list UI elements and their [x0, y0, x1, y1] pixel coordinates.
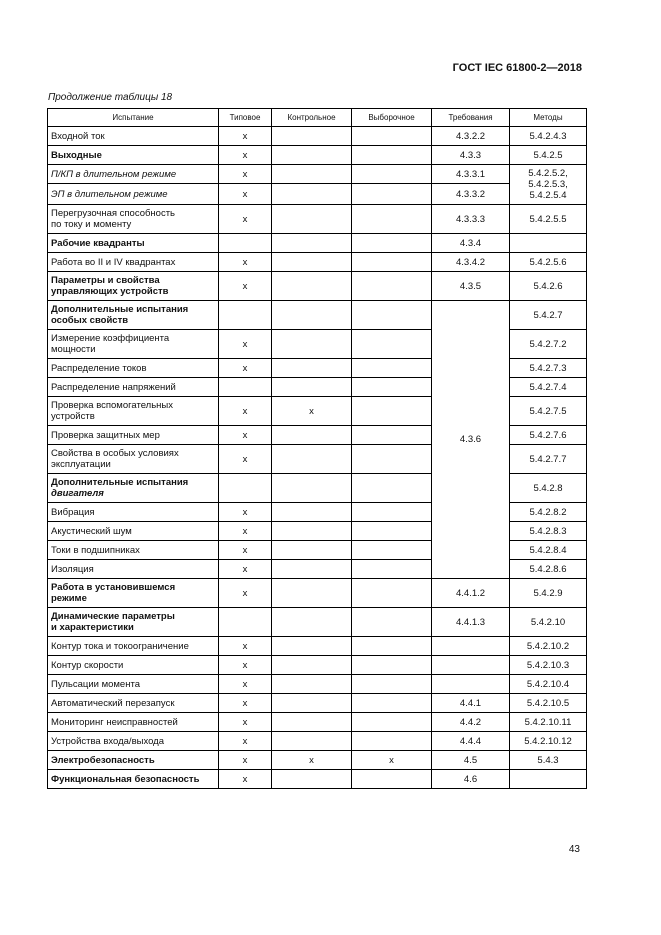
control-mark — [272, 474, 352, 503]
test-name: Работа во II и IV квадрантах — [48, 253, 219, 272]
method-ref: 5.4.2.8.2 — [510, 503, 587, 522]
method-ref: 5.4.3 — [510, 751, 587, 770]
method-ref: 5.4.2.4.3 — [510, 127, 587, 146]
type-mark: x — [219, 770, 272, 789]
type-mark: x — [219, 184, 272, 205]
type-mark: x — [219, 503, 272, 522]
type-mark: x — [219, 522, 272, 541]
test-name: Выходные — [48, 146, 219, 165]
test-name: Изоляция — [48, 560, 219, 579]
test-name: Рабочие квадранты — [48, 234, 219, 253]
control-mark — [272, 301, 352, 330]
sample-mark — [352, 522, 432, 541]
type-mark: x — [219, 732, 272, 751]
control-mark — [272, 560, 352, 579]
sample-mark — [352, 694, 432, 713]
test-name: ЭП в длительном режиме — [48, 184, 219, 205]
type-mark: x — [219, 637, 272, 656]
sample-mark — [352, 637, 432, 656]
type-mark: x — [219, 127, 272, 146]
sample-mark — [352, 713, 432, 732]
method-ref — [510, 234, 587, 253]
col-header-test: Испытание — [48, 109, 219, 127]
type-mark: x — [219, 330, 272, 359]
type-mark — [219, 608, 272, 637]
requirement-ref: 4.3.6 — [432, 301, 510, 579]
type-mark: x — [219, 165, 272, 184]
table-header-row — [48, 109, 587, 127]
control-mark — [272, 656, 352, 675]
test-name: Распределение напряжений — [48, 378, 219, 397]
control-mark — [272, 732, 352, 751]
test-name: П/КП в длительном режиме — [48, 165, 219, 184]
sample-mark: x — [352, 751, 432, 770]
type-mark — [219, 378, 272, 397]
control-mark — [272, 694, 352, 713]
type-mark — [219, 301, 272, 330]
type-mark: x — [219, 713, 272, 732]
test-name: Входной ток — [48, 127, 219, 146]
test-name-line1: Дополнительные испытания — [51, 477, 189, 488]
control-mark — [272, 127, 352, 146]
method-ref: 5.4.2.10.5 — [510, 694, 587, 713]
sample-mark — [352, 445, 432, 474]
sample-mark — [352, 770, 432, 789]
type-mark: x — [219, 541, 272, 560]
control-mark — [272, 205, 352, 234]
requirement-ref: 4.6 — [432, 770, 510, 789]
method-ref: 5.4.2.10.2 — [510, 637, 587, 656]
sample-mark — [352, 397, 432, 426]
control-mark — [272, 608, 352, 637]
type-mark: x — [219, 253, 272, 272]
type-mark: x — [219, 397, 272, 426]
method-ref: 5.4.2.10.12 — [510, 732, 587, 751]
test-name: Контур тока и токоограничение — [48, 637, 219, 656]
control-mark — [272, 330, 352, 359]
sample-mark — [352, 579, 432, 608]
test-name: Распределение токов — [48, 359, 219, 378]
test-name: Перегрузочная способность по току и моменту — [48, 205, 219, 234]
method-ref: 5.4.2.7.3 — [510, 359, 587, 378]
method-ref: 5.4.2.7.6 — [510, 426, 587, 445]
test-name: Мониторинг неисправностей — [48, 713, 219, 732]
test-name: Функциональная безопасность — [48, 770, 219, 789]
test-name: Акустический шум — [48, 522, 219, 541]
test-name: Проверка защитных мер — [48, 426, 219, 445]
requirement-ref — [432, 637, 510, 656]
control-mark — [272, 426, 352, 445]
test-name: Свойства в особых условиях эксплуатации — [48, 445, 219, 474]
table-row — [48, 675, 587, 694]
sample-mark — [352, 503, 432, 522]
method-ref: 5.4.2.7.4 — [510, 378, 587, 397]
col-header-methods: Методы — [510, 109, 587, 127]
control-mark — [272, 637, 352, 656]
type-mark: x — [219, 694, 272, 713]
method-ref: 5.4.2.8.6 — [510, 560, 587, 579]
type-mark: x — [219, 205, 272, 234]
control-mark — [272, 165, 352, 184]
type-mark: x — [219, 560, 272, 579]
test-name-line2: двигателя — [51, 488, 104, 499]
method-ref: 5.4.2.7 — [510, 301, 587, 330]
type-mark — [219, 474, 272, 503]
table-row — [48, 579, 587, 608]
test-name: Работа в установившемся режиме — [48, 579, 219, 608]
test-name: Вибрация — [48, 503, 219, 522]
table-caption: Продолжение таблицы 18 — [48, 92, 173, 103]
test-name: Динамические параметры и характеристики — [48, 608, 219, 637]
control-mark — [272, 522, 352, 541]
type-mark: x — [219, 445, 272, 474]
test-name — [48, 474, 219, 503]
test-name: Контур скорости — [48, 656, 219, 675]
control-mark — [272, 253, 352, 272]
sample-mark — [352, 656, 432, 675]
control-mark — [272, 234, 352, 253]
sample-mark — [352, 234, 432, 253]
method-ref: 5.4.2.7.5 — [510, 397, 587, 426]
sample-mark — [352, 184, 432, 205]
type-mark: x — [219, 656, 272, 675]
method-ref: 5.4.2.5.2, 5.4.2.5.3, 5.4.2.5.4 — [510, 165, 587, 205]
sample-mark — [352, 675, 432, 694]
method-ref: 5.4.2.5.5 — [510, 205, 587, 234]
sample-mark — [352, 165, 432, 184]
test-name: Пульсации момента — [48, 675, 219, 694]
col-header-type: Типовое — [219, 109, 272, 127]
sample-mark — [352, 127, 432, 146]
requirement-ref: 4.5 — [432, 751, 510, 770]
table-row — [48, 272, 587, 301]
control-mark — [272, 770, 352, 789]
table-row — [48, 656, 587, 675]
method-ref — [510, 770, 587, 789]
sample-mark — [352, 378, 432, 397]
table-row — [48, 127, 587, 146]
sample-mark — [352, 474, 432, 503]
control-mark — [272, 675, 352, 694]
control-mark — [272, 359, 352, 378]
table-row — [48, 234, 587, 253]
sample-mark — [352, 272, 432, 301]
requirement-ref: 4.3.4.2 — [432, 253, 510, 272]
requirement-ref: 4.3.2.2 — [432, 127, 510, 146]
table-row — [48, 751, 587, 770]
table-row — [48, 205, 587, 234]
col-header-sample: Выборочное — [352, 109, 432, 127]
sample-mark — [352, 205, 432, 234]
table-row — [48, 770, 587, 789]
sample-mark — [352, 359, 432, 378]
method-ref: 5.4.2.8.4 — [510, 541, 587, 560]
control-mark — [272, 713, 352, 732]
requirement-ref — [432, 675, 510, 694]
table-row — [48, 253, 587, 272]
standard-designation: ГОСТ IEC 61800-2—2018 — [452, 62, 582, 74]
tests-table — [47, 108, 587, 789]
requirement-ref: 4.4.4 — [432, 732, 510, 751]
requirement-ref: 4.4.1.2 — [432, 579, 510, 608]
requirement-ref: 4.3.3.1 — [432, 165, 510, 184]
requirement-ref: 4.4.2 — [432, 713, 510, 732]
control-mark: x — [272, 397, 352, 426]
method-ref: 5.4.2.6 — [510, 272, 587, 301]
type-mark: x — [219, 579, 272, 608]
test-name: Дополнительные испытания особых свойств — [48, 301, 219, 330]
table-row — [48, 301, 587, 330]
method-ref: 5.4.2.10 — [510, 608, 587, 637]
table-row — [48, 184, 587, 205]
table-row — [48, 713, 587, 732]
test-name: Проверка вспомогательных устройств — [48, 397, 219, 426]
sample-mark — [352, 608, 432, 637]
sample-mark — [352, 301, 432, 330]
requirement-ref: 4.3.3 — [432, 146, 510, 165]
sample-mark — [352, 426, 432, 445]
method-ref: 5.4.2.7.7 — [510, 445, 587, 474]
table-row — [48, 637, 587, 656]
method-ref: 5.4.2.9 — [510, 579, 587, 608]
test-name: Электробезопасность — [48, 751, 219, 770]
sample-mark — [352, 732, 432, 751]
requirement-ref: 4.3.5 — [432, 272, 510, 301]
type-mark: x — [219, 426, 272, 445]
control-mark: x — [272, 751, 352, 770]
requirement-ref — [432, 656, 510, 675]
sample-mark — [352, 541, 432, 560]
method-ref: 5.4.2.10.11 — [510, 713, 587, 732]
type-mark: x — [219, 359, 272, 378]
method-ref: 5.4.2.10.3 — [510, 656, 587, 675]
type-mark: x — [219, 146, 272, 165]
test-name: Токи в подшипниках — [48, 541, 219, 560]
control-mark — [272, 503, 352, 522]
method-ref: 5.4.2.8.3 — [510, 522, 587, 541]
sample-mark — [352, 253, 432, 272]
method-ref: 5.4.2.7.2 — [510, 330, 587, 359]
control-mark — [272, 579, 352, 608]
requirement-ref: 4.4.1.3 — [432, 608, 510, 637]
control-mark — [272, 272, 352, 301]
method-ref: 5.4.2.5 — [510, 146, 587, 165]
sample-mark — [352, 330, 432, 359]
sample-mark — [352, 560, 432, 579]
type-mark: x — [219, 675, 272, 694]
method-ref: 5.4.2.8 — [510, 474, 587, 503]
col-header-control: Контрольное — [272, 109, 352, 127]
control-mark — [272, 445, 352, 474]
type-mark: x — [219, 751, 272, 770]
table-row — [48, 165, 587, 184]
requirement-ref: 4.3.3.3 — [432, 205, 510, 234]
control-mark — [272, 541, 352, 560]
col-header-requirements: Требования — [432, 109, 510, 127]
method-ref: 5.4.2.5.6 — [510, 253, 587, 272]
control-mark — [272, 378, 352, 397]
page-number: 43 — [568, 844, 580, 855]
table-row — [48, 694, 587, 713]
requirement-ref: 4.3.4 — [432, 234, 510, 253]
table-row — [48, 146, 587, 165]
requirement-ref: 4.4.1 — [432, 694, 510, 713]
control-mark — [272, 184, 352, 205]
test-name: Устройства входа/выхода — [48, 732, 219, 751]
sample-mark — [352, 146, 432, 165]
table-row — [48, 608, 587, 637]
table-row — [48, 732, 587, 751]
test-name: Параметры и свойства управляющих устройств — [48, 272, 219, 301]
test-name: Измерение коэффициента мощности — [48, 330, 219, 359]
requirement-ref: 4.3.3.2 — [432, 184, 510, 205]
test-name: Автоматический перезапуск — [48, 694, 219, 713]
control-mark — [272, 146, 352, 165]
type-mark — [219, 234, 272, 253]
type-mark: x — [219, 272, 272, 301]
method-ref: 5.4.2.10.4 — [510, 675, 587, 694]
